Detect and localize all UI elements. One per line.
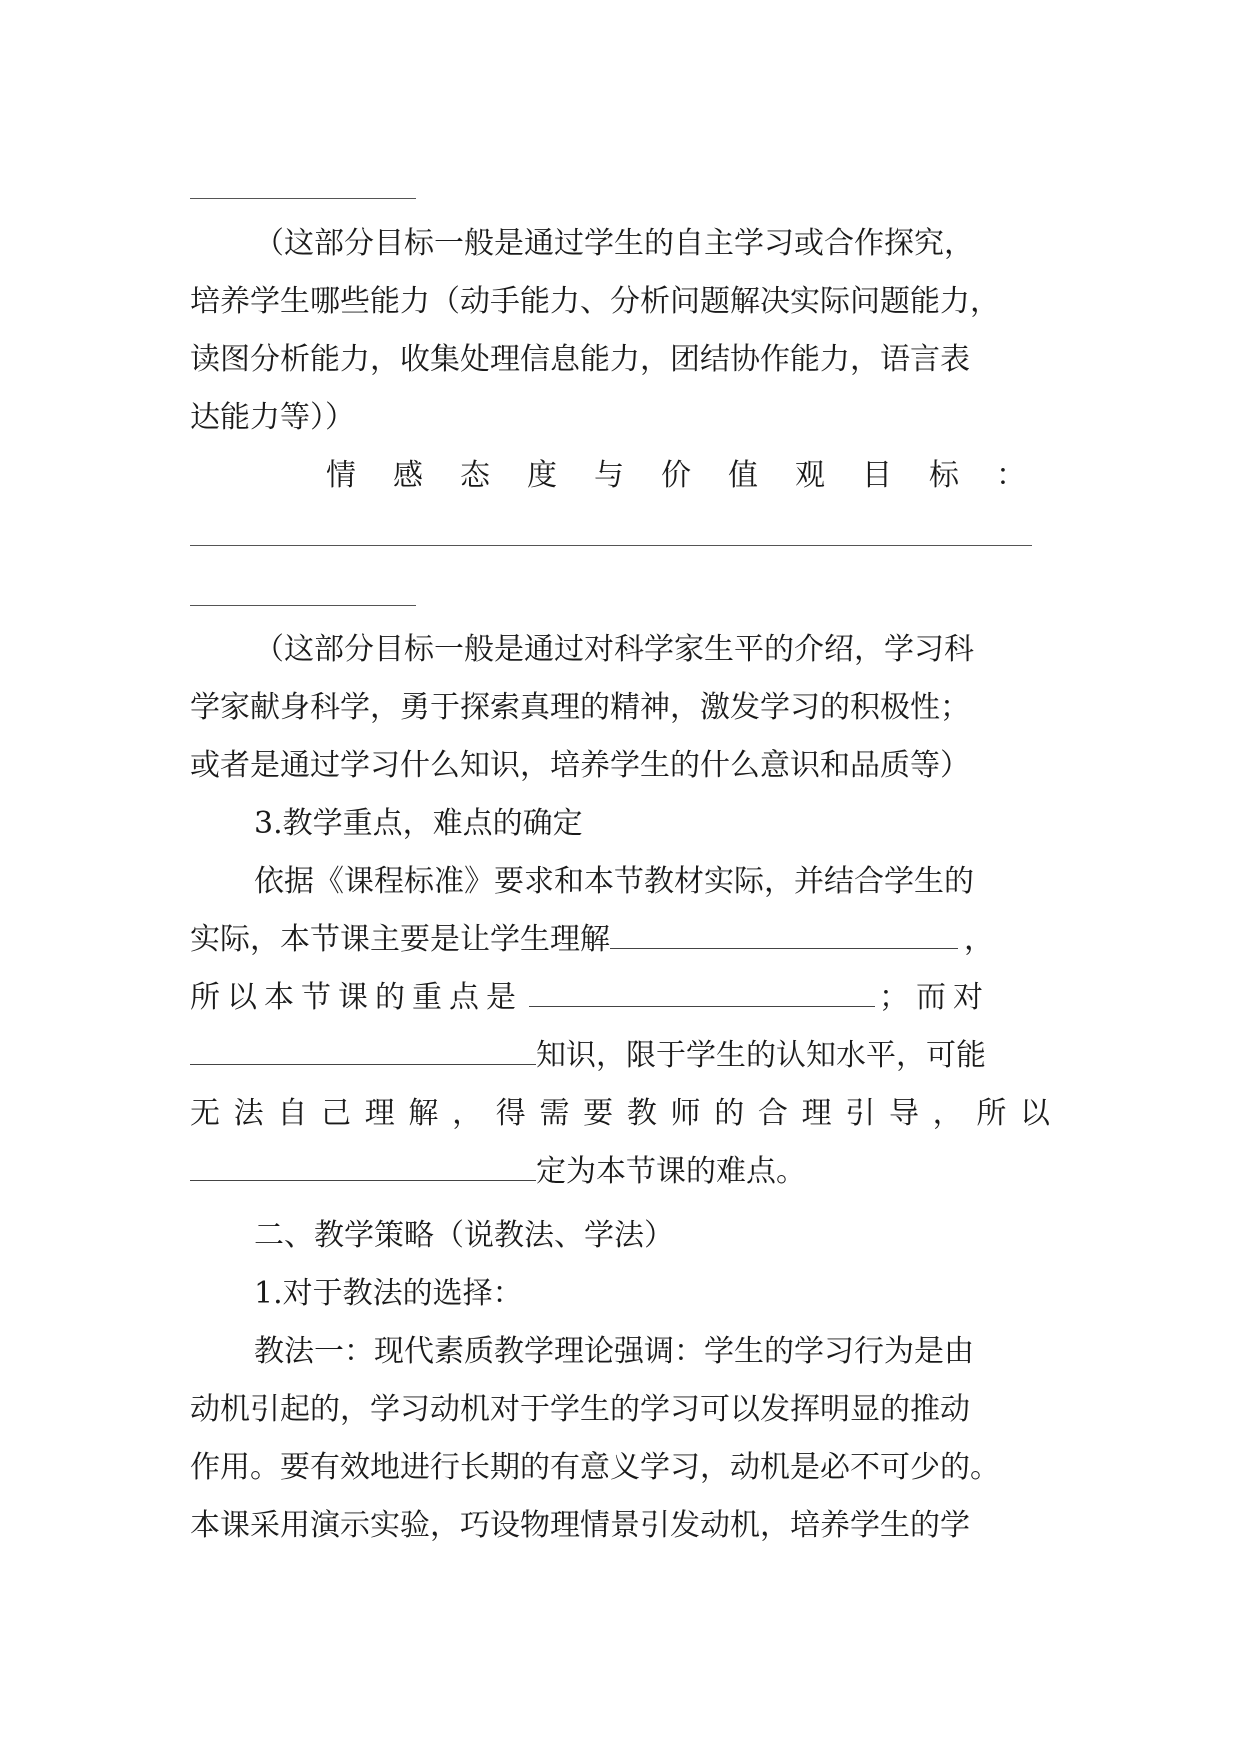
text-segment: 定为本节课的难点。: [536, 1154, 806, 1189]
objective-heading: 情感态度与价值观目标：: [326, 458, 1026, 493]
text-segment: ，: [964, 922, 994, 957]
text-segment: 所以本节课的重点是: [190, 980, 523, 1015]
paragraph-line: （这部分目标一般是通过学生的自主学习或合作探究，: [254, 226, 974, 261]
answer-line: [190, 605, 416, 606]
paragraph-line: 培养学生哪些能力（动手能力、分析问题解决实际问题能力，: [190, 284, 1000, 319]
paragraph-line: 本课采用演示实验，巧设物理情景引发动机，培养学生的学: [190, 1508, 970, 1543]
section-heading: 二、教学策略（说教法、学法）: [254, 1218, 674, 1253]
answer-line: [190, 545, 1032, 546]
paragraph-line: 动机引起的，学习动机对于学生的学习可以发挥明显的推动: [190, 1392, 970, 1427]
text-segment: 实际，本节课主要是让学生理解: [190, 922, 610, 957]
paragraph-line: 无法自己理解，得需要教师的合理引导，所以: [190, 1096, 1050, 1131]
fill-in-blank[interactable]: [610, 920, 958, 949]
subsection-heading: 1.对于教法的选择：: [254, 1276, 523, 1311]
fill-in-blank[interactable]: [529, 978, 875, 1007]
text-segment: 知识，限于学生的认知水平，可能: [536, 1038, 986, 1073]
paragraph-line: 或者是通过学习什么知识，培养学生的什么意识和品质等）: [190, 748, 970, 783]
text-segment: ；而对: [879, 980, 990, 1015]
paragraph-line-with-blank: [190, 920, 1050, 960]
paragraph-line: 教法一：现代素质教学理论强调：学生的学习行为是由: [254, 1334, 974, 1369]
fill-in-blank[interactable]: [190, 1036, 536, 1065]
section-heading: 3.教学重点，难点的确定: [254, 806, 583, 841]
paragraph-line: 依据《课程标准》要求和本节教材实际，并结合学生的: [254, 864, 974, 899]
paragraph-line-with-blank: [190, 1036, 1050, 1076]
fill-in-blank[interactable]: [190, 1152, 536, 1181]
paragraph-line: 作用。要有效地进行长期的有意义学习，动机是必不可少的。: [190, 1450, 1000, 1485]
paragraph-line: 达能力等））: [190, 400, 355, 435]
answer-line: [190, 198, 416, 199]
paragraph-line: 读图分析能力，收集处理信息能力，团结协作能力，语言表: [190, 342, 970, 377]
paragraph-line: 学家献身科学，勇于探索真理的精神，激发学习的积极性；: [190, 690, 970, 725]
paragraph-line-with-blank: [190, 978, 1050, 1018]
paragraph-line: （这部分目标一般是通过对科学家生平的介绍，学习科: [254, 632, 974, 667]
paragraph-line-with-blank: [190, 1152, 1050, 1192]
